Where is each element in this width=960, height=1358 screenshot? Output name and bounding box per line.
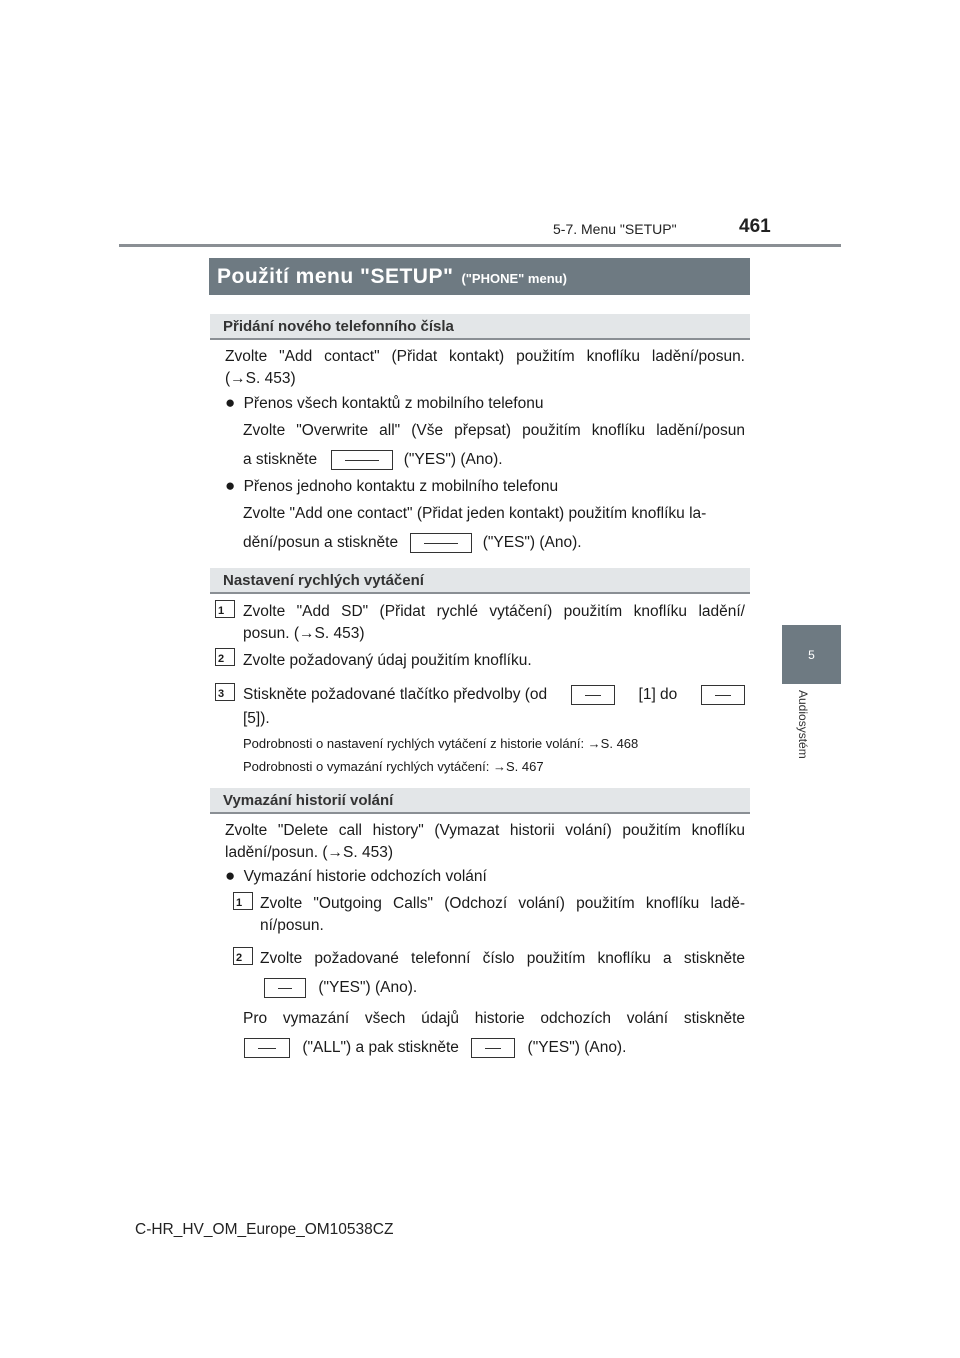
yes-button-icon — [331, 450, 393, 470]
chapter-number: 5 — [808, 647, 815, 662]
bullet-icon: ● — [225, 866, 236, 885]
step-number: 2 — [215, 648, 235, 666]
page-title-bar — [209, 258, 750, 295]
running-header-section: 5-7. Menu "SETUP" — [553, 221, 677, 237]
paragraph: ladění/posun. (→S. 453) — [225, 844, 394, 861]
section-heading-speed-dial: Nastavení rychlých vytáčení — [210, 568, 750, 594]
paragraph: Zvolte "Delete call history" (Vymazat historii volání) použitím knoflíku — [225, 822, 745, 839]
yes-button-icon — [264, 978, 306, 998]
yes-button-icon — [410, 533, 472, 553]
list-item: ● Přenos všech kontaktů z mobilního telefonu — [225, 393, 544, 412]
page-reference: (→S. 453) — [225, 370, 296, 387]
note: Podrobnosti o nastavení rychlých vytáčení z historie volání: →S. 468 — [243, 736, 639, 751]
paragraph: [5]). — [243, 710, 270, 727]
preset-button-icon — [571, 685, 615, 705]
all-button-icon — [244, 1038, 290, 1058]
page-title: Použití menu "SETUP" — [217, 264, 454, 288]
paragraph: ("YES") (Ano). — [264, 977, 417, 999]
section-heading-add-number: Přidání nového telefonního čísla — [210, 314, 750, 340]
bullet-icon: ● — [225, 476, 236, 495]
bullet-icon: ● — [225, 393, 236, 412]
step-number: 1 — [233, 892, 253, 910]
list-item: ● Vymazání historie odchozích volání — [225, 866, 487, 885]
paragraph: dění/posun a stiskněte ("YES") (Ano). — [243, 534, 582, 551]
paragraph: a stiskněte ("YES") (Ano). — [243, 451, 503, 468]
document-code: C-HR_HV_OM_Europe_OM10538CZ — [135, 1221, 394, 1238]
paragraph: posun. (→S. 453) — [243, 625, 365, 642]
paragraph: Stiskněte požadované tlačítko předvolby (od [1] do — [243, 684, 745, 706]
step-number: 2 — [233, 947, 253, 965]
chapter-label: Audiosystém — [796, 690, 810, 759]
yes-button-icon — [471, 1038, 515, 1058]
note: Podrobnosti o vymazání rychlých vytáčení: →S. 467 — [243, 759, 544, 774]
paragraph: Zvolte "Overwrite all" (Vše přepsat) použitím knoflíku ladění/posun — [243, 422, 745, 439]
chapter-tab — [782, 625, 841, 684]
paragraph: Zvolte "Add one contact" (Přidat jeden kontakt) použitím knoflíku la- — [243, 505, 707, 522]
list-item: ● Přenos jednoho kontaktu z mobilního telefonu — [225, 476, 559, 495]
paragraph: Zvolte požadovaný údaj použitím knoflíku. — [243, 652, 532, 669]
paragraph: Zvolte "Add contact" (Přidat kontakt) použitím knoflíku ladění/posun. — [225, 348, 745, 365]
page-subtitle: ("PHONE" menu) — [461, 271, 567, 286]
paragraph: ní/posun. — [260, 917, 324, 934]
header-divider — [119, 244, 841, 247]
section-heading-delete-history: Vymazání historií volání — [210, 788, 750, 814]
paragraph: Zvolte požadované telefonní číslo použitím knoflíku a stiskněte — [260, 950, 745, 967]
preset-button-icon — [701, 685, 745, 705]
page-number: 461 — [739, 216, 771, 237]
note: ("ALL") a pak stiskněte ("YES") (Ano). — [244, 1037, 626, 1059]
paragraph: Zvolte "Add SD" (Přidat rychlé vytáčení) použitím knoflíku ladění/ — [243, 603, 745, 620]
paragraph: Zvolte "Outgoing Calls" (Odchozí volání) použitím knoflíku ladě- — [260, 895, 745, 912]
note: Pro vymazání všech údajů historie odchozích volání stiskněte — [243, 1010, 745, 1027]
step-number: 3 — [215, 683, 235, 701]
step-number: 1 — [215, 600, 235, 618]
